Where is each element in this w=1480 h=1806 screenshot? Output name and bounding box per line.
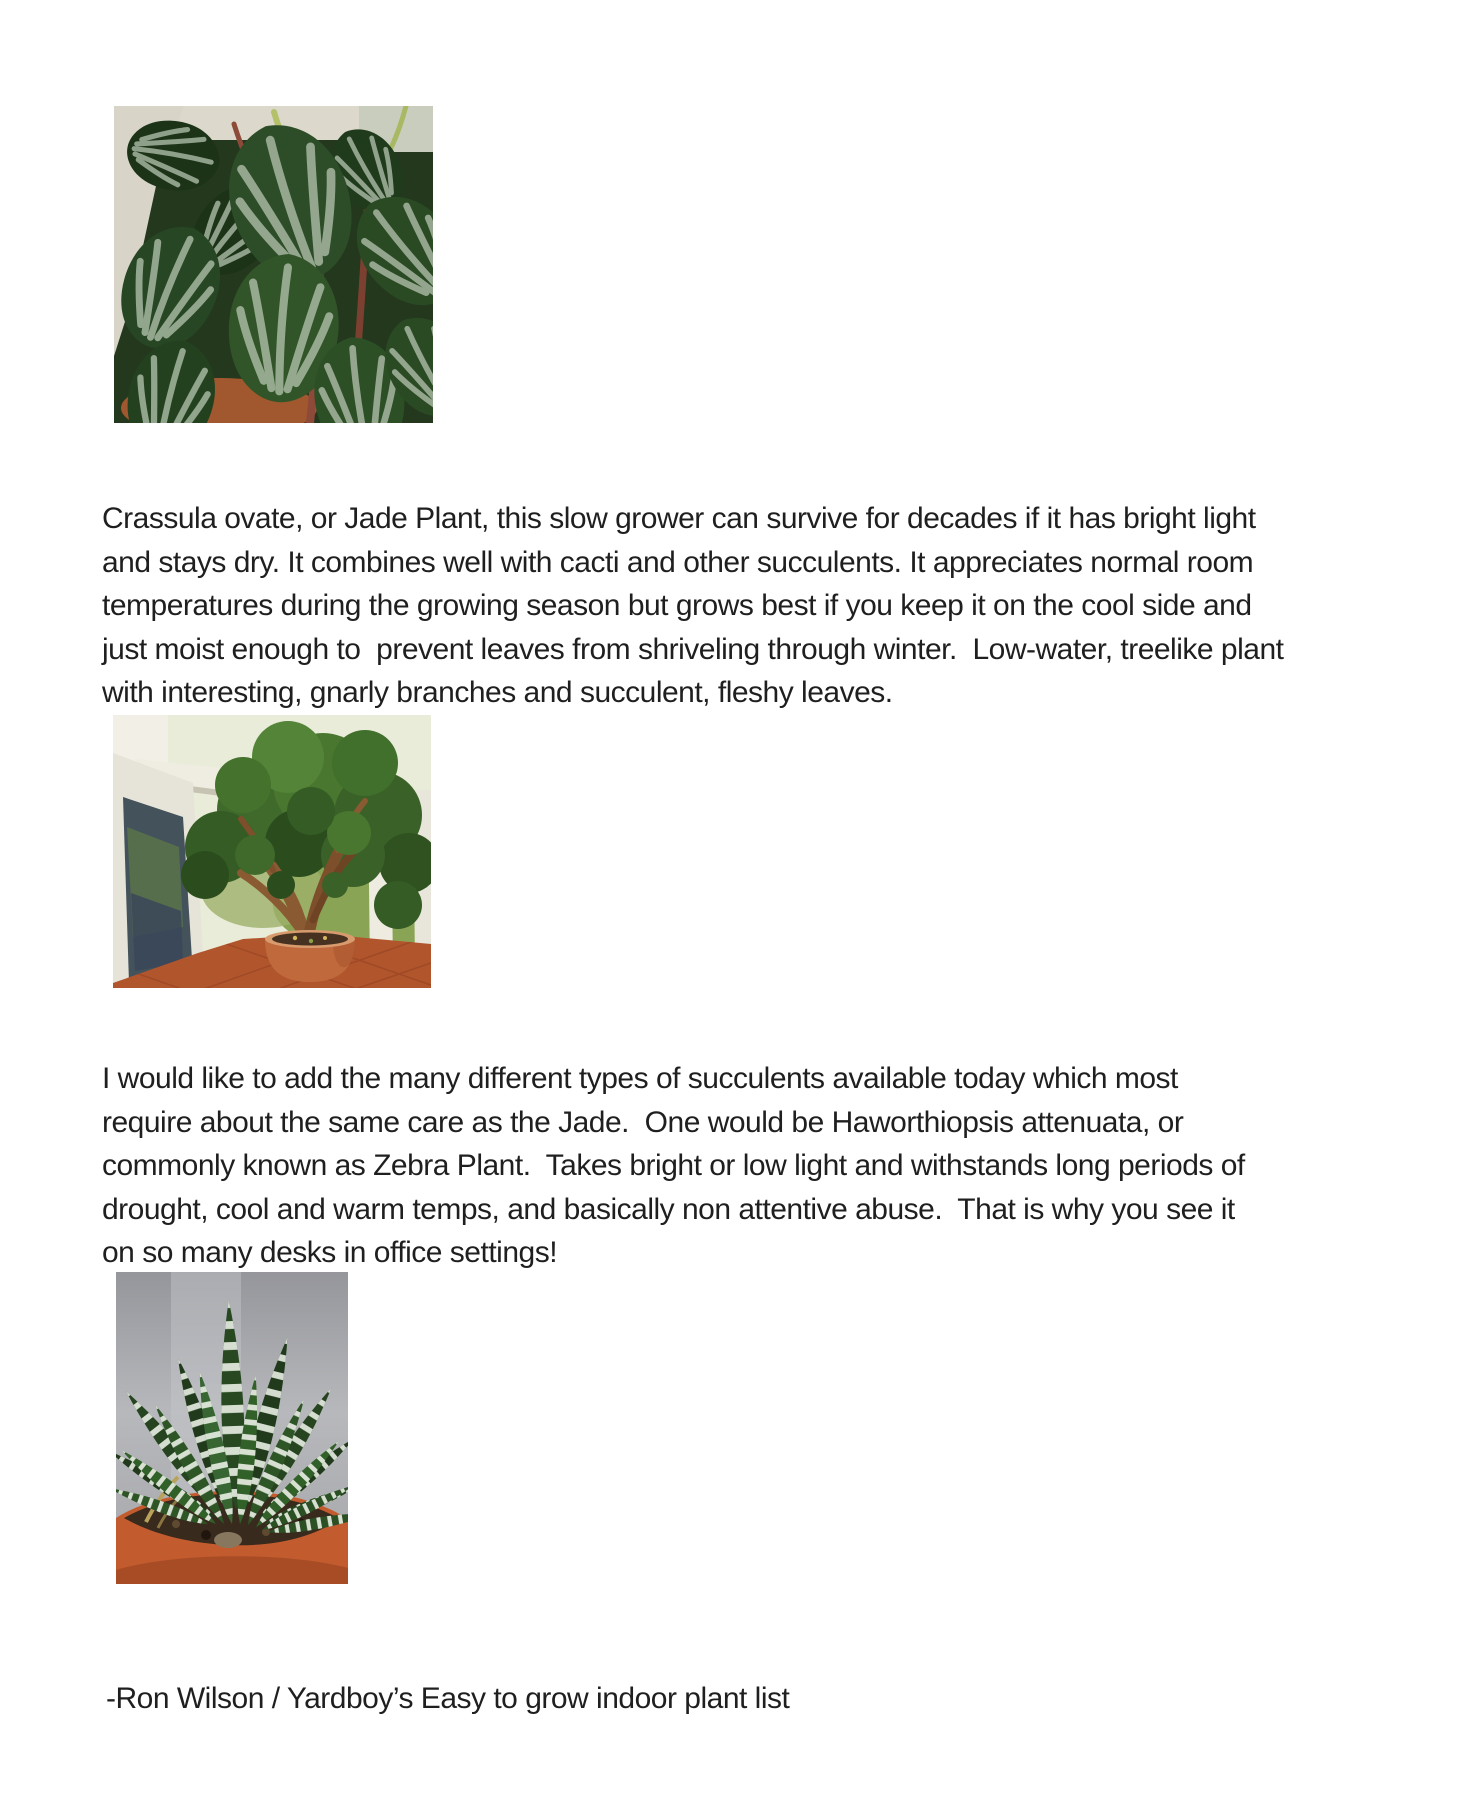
jade-plant-illustration [113,715,431,988]
paragraph-line: require about the same care as the Jade. One would be Haworthiopsis attenuata, or [102,1105,1184,1139]
zebra-plant-paragraph [102,1057,1412,1275]
zebra-plant-illustration [116,1272,348,1584]
paragraph-line: I would like to add the many different types of succulents available today which most [102,1062,1178,1095]
paragraph-line: on so many desks in office settings! [102,1236,558,1269]
paragraph-line: with interesting, gnarly branches and succulent, fleshy leaves. [102,676,893,709]
watermelon-peperomia-photo [114,106,433,423]
paragraph-line: temperatures during the growing season but grows best if you keep it on the cool side and [102,589,1252,622]
paragraph-line: drought, cool and warm temps, and basically non attentive abuse. That is why you see it [102,1192,1235,1226]
watermelon-peperomia-illustration [114,106,433,423]
paragraph-line: and stays dry. It combines well with cacti and other succulents. It appreciates normal room [102,545,1254,579]
zebra-plant-photo [116,1272,348,1584]
jade-plant-photo [113,715,431,988]
paragraph-line: Crassula ovate, or Jade Plant, this slow grower can survive for decades if it has bright light [102,502,1256,535]
jade-plant-paragraph [102,497,1412,715]
attribution-line: -Ron Wilson / Yardboy’s Easy to grow indoor plant list [106,1682,790,1715]
paragraph-line: just moist enough to prevent leaves from shriveling through winter. Low-water, treelike plant [102,632,1284,666]
paragraph-line: commonly known as Zebra Plant. Takes bright or low light and withstands long periods of [102,1149,1245,1182]
